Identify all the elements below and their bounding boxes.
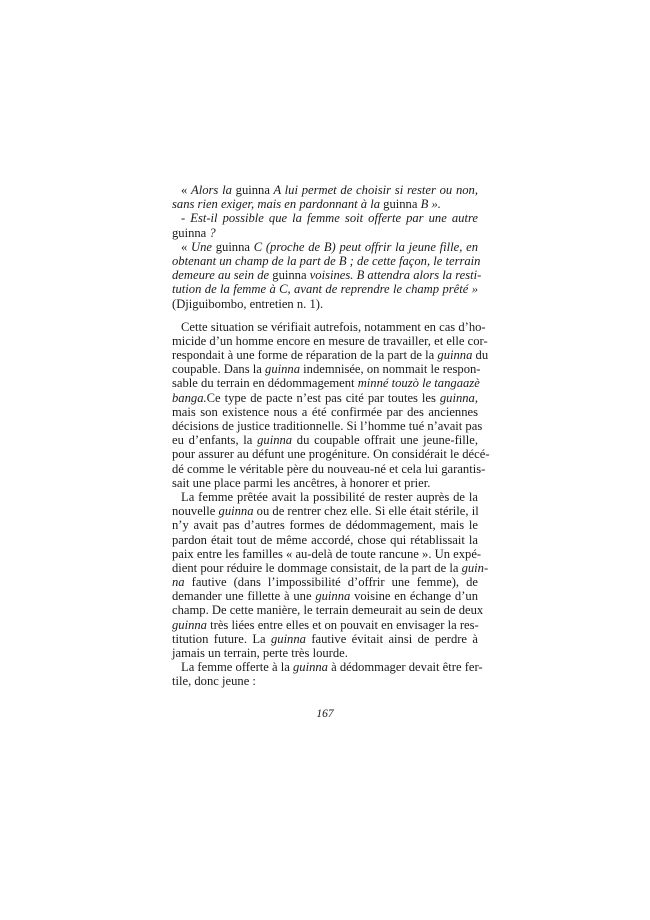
italic-text: A lui permet de choisir si rester ou non, — [269, 183, 478, 197]
italic-text: tution de la femme à C, avant de reprendre le champ prêté » — [172, 282, 478, 297]
text-line — [172, 660, 483, 675]
italic-text: na — [172, 575, 185, 590]
text-line — [172, 560, 489, 575]
text: respondait à une forme de réparation de la part de la — [172, 348, 438, 363]
text: paix entre les familles « au-delà de toute rancune ». Un expé- — [172, 546, 482, 561]
paragraph — [172, 239, 482, 311]
italic-text: minné touzò le tangaazè — [357, 376, 480, 391]
text: tile, donc jeune : — [172, 674, 256, 689]
italic-text: C (proche de B) peut offrir la jeune fille, en — [250, 239, 478, 254]
italic-text: Une — [191, 239, 216, 254]
text-line — [172, 674, 478, 688]
text: jamais un terrain, perte très lourde. — [172, 646, 348, 660]
text-line — [172, 282, 478, 296]
text: sable du terrain en dédommagement — [172, 376, 358, 391]
text: Ce type de pacte n’est pas cité par toutes les — [206, 390, 440, 405]
text-line — [172, 197, 478, 211]
text: du — [472, 348, 489, 363]
text-line — [172, 319, 486, 334]
italic-text: guinna — [257, 433, 293, 448]
italic-text: guinna — [270, 631, 306, 646]
text-line — [172, 362, 481, 377]
text: guinna — [235, 183, 270, 197]
paragraph — [172, 489, 489, 660]
text: guinna — [215, 239, 250, 254]
italic-text: guinna — [439, 390, 475, 405]
text-line — [172, 447, 490, 462]
text-line — [172, 575, 478, 589]
text-line — [172, 253, 481, 268]
paragraph — [172, 660, 483, 689]
text: très liées entre elles et on pouvait en envisager la res- — [206, 617, 479, 632]
text-line — [172, 618, 478, 632]
text: dient pour réduire le dommage consistait, de la part de la — [172, 560, 462, 575]
text-line — [172, 518, 478, 532]
italic-text: guinna — [172, 617, 207, 632]
text: guinna — [172, 225, 207, 240]
text: « — [181, 239, 192, 254]
interview-quote-block — [172, 183, 482, 311]
text-line — [172, 461, 486, 476]
italic-text: sans rien exiger, mais en pardonnant à la — [172, 197, 384, 212]
text-line — [172, 490, 478, 504]
text: dé comme le véritable père du nouveau-né et cela lui garantis- — [172, 461, 486, 476]
italic-text: guinna — [265, 362, 301, 377]
text: La femme offerte à la — [181, 660, 293, 675]
text: (Djiguibombo, entretien n. 1). — [172, 296, 324, 311]
text: nouvelle — [172, 504, 219, 519]
text-line — [172, 589, 478, 603]
text-line — [172, 211, 478, 225]
text: , — [474, 390, 478, 405]
text-line — [172, 391, 478, 405]
text: à dédommager devait être fer- — [327, 660, 483, 675]
text-line — [172, 546, 482, 561]
italic-text: demeure au sein de — [172, 268, 273, 283]
text: guinna — [272, 268, 307, 283]
text: voisine en échange d’un — [350, 589, 478, 604]
text: guinna — [383, 197, 418, 212]
text-line — [172, 405, 478, 419]
italic-text: guin- — [461, 560, 489, 575]
paragraph — [172, 319, 490, 490]
italic-text: ? — [206, 225, 216, 240]
text-line — [172, 419, 483, 433]
paragraph — [172, 211, 478, 239]
text: fautive évitait ainsi de perdre à — [305, 631, 478, 646]
text: eu d’enfants, la — [172, 433, 258, 448]
text: titution future. La — [172, 631, 271, 646]
text-line — [172, 376, 478, 390]
italic-text: voisines. B attendra alors la resti- — [306, 268, 482, 283]
text-line — [172, 476, 478, 490]
text-line — [172, 268, 482, 283]
italic-text: guinna — [437, 348, 473, 363]
body-text — [172, 319, 490, 689]
text: coupable. Dans la — [172, 362, 266, 377]
page-body — [172, 183, 490, 698]
text: demander une fillette à une — [172, 589, 316, 604]
text: du coupable offrait une jeune-fille, — [292, 433, 478, 448]
italic-text: guinna — [315, 589, 351, 604]
page-number: 167 — [316, 708, 334, 720]
text: mais son existence nous a été confirmée par des anciennes — [172, 404, 478, 419]
text-line — [172, 504, 478, 518]
italic-text: - Est-il possible que la femme soit offerte par une autre — [181, 211, 478, 226]
text: micide d’un homme encore en mesure de travailler, et elle cor- — [172, 333, 488, 348]
text: fautive (dans l’impossibilité d’offrir une femme), de — [184, 575, 478, 590]
italic-text: banga. — [172, 390, 207, 405]
text-line — [172, 183, 478, 197]
italic-text: guinna — [218, 504, 254, 519]
text: Cette situation se vérifiait autrefois, notamment en cas d’ho- — [181, 319, 486, 334]
text: pardon était tout de même accordé, chose qui rétablissait la — [172, 532, 478, 547]
text: indemnisée, on nommait le respon- — [300, 362, 481, 377]
italic-text: Alors la — [191, 183, 236, 197]
text-line — [172, 333, 488, 348]
text: ou de rentrer chez elle. Si elle était stérile, il — [253, 504, 479, 519]
text: champ. De cette manière, le terrain demeurait au sein de deux — [172, 603, 484, 618]
text-line — [172, 632, 478, 646]
text-line — [172, 433, 478, 447]
text: pour assurer au défunt une progéniture. On considérait le décé- — [172, 447, 490, 462]
text: n’y avait pas d’autres formes de dédommagement, mais le — [172, 518, 478, 533]
italic-text: obtenant un champ de la part de B ; de cette façon, le terrain — [172, 253, 481, 268]
text: sait une place parmi les ancêtres, à honorer et prier. — [172, 475, 431, 490]
text: La femme prêtée avait la possibilité de rester auprès de la — [181, 489, 478, 504]
paragraph — [172, 183, 478, 211]
text-line — [172, 240, 478, 254]
text-line — [172, 603, 484, 618]
text-line — [172, 348, 489, 363]
text-line — [172, 297, 478, 311]
text: « — [181, 183, 192, 197]
text: décisions de justice traditionnelle. Si l’homme tué n’avait pas — [172, 419, 483, 433]
text-line — [172, 646, 478, 660]
text-line — [172, 533, 478, 547]
text-line — [172, 226, 478, 240]
italic-text: B ». — [417, 197, 441, 212]
italic-text: guinna — [293, 660, 328, 675]
